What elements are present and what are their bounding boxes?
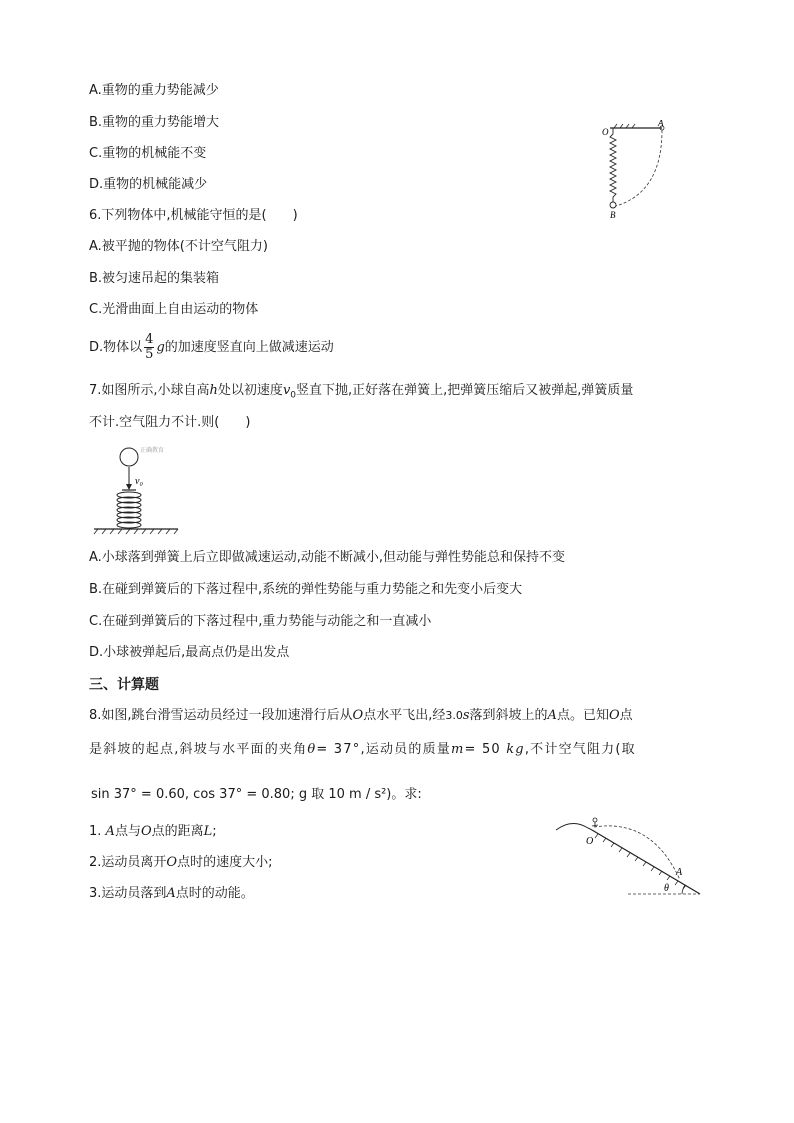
q8-text: 3.运动员落到 xyxy=(89,886,167,901)
label-b: B xyxy=(610,210,616,220)
spring-pendulum-figure xyxy=(600,120,680,220)
symbol-theta: θ xyxy=(307,742,317,757)
q8-text: ,不计空气阻力(取 xyxy=(524,742,636,757)
q7-stem-line2: 不计.空气阻力不计.则( ) xyxy=(89,415,251,430)
q7-text: 7.如图所示,小球自高 xyxy=(89,383,210,398)
symbol-g: g xyxy=(156,340,165,355)
symbol-o: O xyxy=(352,708,364,723)
q7-option-a: A.小球落到弹簧上后立即做减速运动,动能不断减小,但动能与弹性势能总和保持不变 xyxy=(89,550,566,565)
q5-option-a: A.重物的重力势能减少 xyxy=(89,83,219,98)
q8-text: = 50 xyxy=(464,742,501,757)
symbol-v-subscript: 0 xyxy=(290,390,297,401)
q6-option-a: A.被平抛的物体(不计空气阻力) xyxy=(89,239,268,254)
q7-option-c: C.在碰到弹簧后的下落过程中,重力势能与动能之和一直减小 xyxy=(89,614,432,629)
q8-text: 点水平飞出,经 xyxy=(363,708,446,723)
fraction-four-fifths xyxy=(144,333,154,362)
value-time: 3.0 xyxy=(445,709,463,722)
symbol-m: m xyxy=(450,742,465,757)
q8-given-values: sin 37° = 0.60, cos 37° = 0.80; g 取 10 m / s²)。求: xyxy=(91,787,422,802)
symbol-l: L xyxy=(203,824,213,839)
q8-subquestion-1 xyxy=(89,823,217,841)
q8-text: 点时的速度大小; xyxy=(177,855,273,870)
q7-option-b: B.在碰到弹簧后的下落过程中,系统的弹性势能与重力势能之和先变小后变大 xyxy=(89,582,523,597)
symbol-h: h xyxy=(209,383,218,398)
ski-jump-figure xyxy=(552,810,704,900)
q7-text: 竖直下抛,正好落在弹簧上,把弹簧压缩后又被弹起,弹簧质量 xyxy=(296,383,634,398)
q8-text: 点与 xyxy=(114,824,141,839)
q8-text: 8.如图,跳台滑雪运动员经过一段加速滑行后从 xyxy=(89,708,353,723)
q6-option-d xyxy=(89,326,334,370)
q8-text: 落到斜坡上的 xyxy=(469,708,548,723)
symbol-v: v xyxy=(282,383,291,398)
symbol-a: A xyxy=(166,886,176,901)
q8-text: 点的距离 xyxy=(151,824,204,839)
q6-option-d-prefix: D.物体以 xyxy=(89,340,143,355)
unit-s: s xyxy=(462,708,470,723)
symbol-a: A xyxy=(105,824,115,839)
q5-option-d: D.重物的机械能减少 xyxy=(89,177,208,192)
ball-spring-figure xyxy=(92,440,182,535)
label-o: O xyxy=(586,836,594,847)
q8-text: 点 xyxy=(619,708,633,723)
label-a: A xyxy=(676,867,683,878)
q8-text: 1. xyxy=(89,824,106,839)
q6-option-b: B.被匀速吊起的集装箱 xyxy=(89,271,220,286)
label-a: A xyxy=(658,120,664,128)
q7-option-d: D.小球被弹起后,最高点仍是出发点 xyxy=(89,645,290,660)
fraction-denominator: 5 xyxy=(145,347,154,362)
symbol-o: O xyxy=(140,824,152,839)
fraction-numerator: 4 xyxy=(145,332,154,347)
label-o: O xyxy=(602,127,609,137)
v0-label: v₀ xyxy=(135,476,143,487)
q5-option-c: C.重物的机械能不变 xyxy=(89,146,207,161)
symbol-o: O xyxy=(166,855,178,870)
symbol-a: A xyxy=(547,708,557,723)
q8-text: = 37°,运动员的质量 xyxy=(316,742,451,757)
q6-stem: 6.下列物体中,机械能守恒的是( ) xyxy=(89,208,298,223)
q7-text: 处以初速度 xyxy=(217,383,283,398)
q8-text: 点。已知 xyxy=(556,708,609,723)
section-title-calculation: 三、计算题 xyxy=(89,677,159,693)
q8-text: 2.运动员离开 xyxy=(89,855,167,870)
label-theta: θ xyxy=(664,883,669,894)
q6-option-d-suffix: 的加速度竖直向上做减速运动 xyxy=(164,340,334,355)
symbol-o: O xyxy=(608,708,620,723)
q8-subquestion-3 xyxy=(89,885,254,903)
watermark-text: 正确教育 xyxy=(140,448,165,454)
unit-kg: kg xyxy=(506,742,525,757)
q8-text: ; xyxy=(212,824,217,839)
q8-text: 是斜坡的起点,斜坡与水平面的夹角 xyxy=(89,742,308,757)
q8-text: 点时的动能。 xyxy=(175,886,254,901)
q8-stem-line2 xyxy=(89,741,636,759)
q5-option-b: B.重物的重力势能增大 xyxy=(89,115,220,130)
q6-option-c: C.光滑曲面上自由运动的物体 xyxy=(89,302,259,317)
q8-stem-line1 xyxy=(89,707,633,725)
q8-subquestion-2 xyxy=(89,854,272,872)
q7-stem-line1 xyxy=(89,382,633,405)
